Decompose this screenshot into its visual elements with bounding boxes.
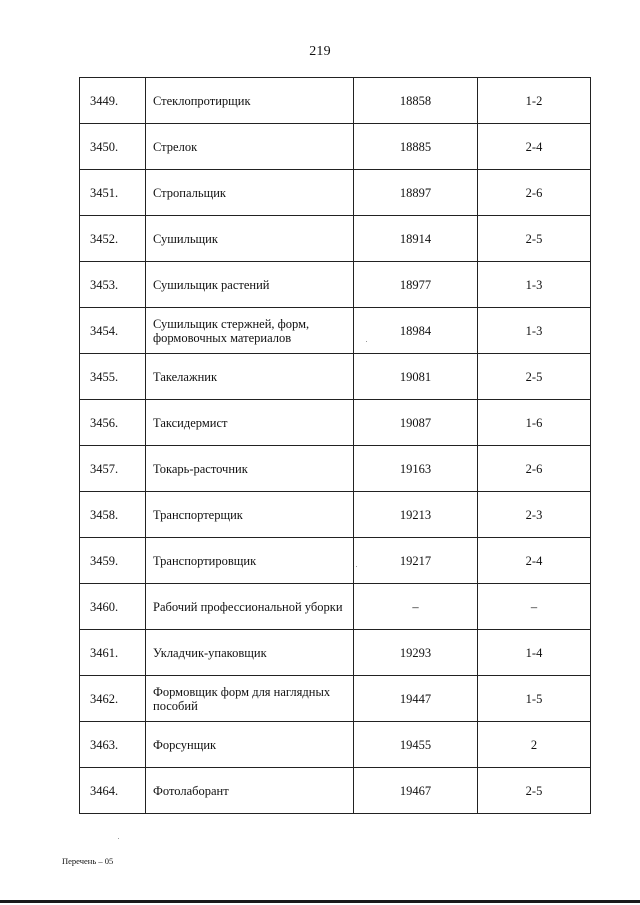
- grade-range-cell: 2-5: [478, 768, 591, 814]
- profession-name-cell: Таксидермист: [146, 400, 354, 446]
- profession-code-cell: 19163: [354, 446, 478, 492]
- profession-code-cell: 19087: [354, 400, 478, 446]
- grade-range-cell: 1-2: [478, 78, 591, 124]
- table-row: [80, 722, 591, 768]
- grade-range-cell: 2-3: [478, 492, 591, 538]
- row-number-cell: 3456.: [80, 400, 146, 446]
- profession-name-cell: Стрелок: [146, 124, 354, 170]
- row-number-cell: 3457.: [80, 446, 146, 492]
- profession-name-cell: [146, 676, 354, 722]
- row-number-cell: 3462.: [80, 676, 146, 722]
- row-number-cell: 3464.: [80, 768, 146, 814]
- profession-code-cell: 18885: [354, 124, 478, 170]
- scan-speck: [356, 566, 357, 567]
- row-number-cell: 3461.: [80, 630, 146, 676]
- profession-name-cell: Сушильщик: [146, 216, 354, 262]
- row-number-cell: 3453.: [80, 262, 146, 308]
- profession-name-cell: Токарь-расточник: [146, 446, 354, 492]
- table-row: [80, 78, 591, 124]
- scan-speck: [366, 341, 367, 342]
- grade-range-cell: 2-5: [478, 354, 591, 400]
- profession-code-cell: 18984: [354, 308, 478, 354]
- scan-speck: [118, 838, 119, 839]
- profession-code-cell: 19217: [354, 538, 478, 584]
- profession-code-cell: 19293: [354, 630, 478, 676]
- row-number-cell: 3455.: [80, 354, 146, 400]
- profession-name-line: Формовщик форм для наглядных: [153, 684, 331, 699]
- profession-code-cell: 18858: [354, 78, 478, 124]
- scan-edge-line: [0, 900, 640, 903]
- table-row: [80, 400, 591, 446]
- profession-code-cell: 18977: [354, 262, 478, 308]
- row-number-cell: 3458.: [80, 492, 146, 538]
- profession-name-cell: Транспортировщик: [146, 538, 354, 584]
- table-row: [80, 584, 591, 630]
- profession-name-cell: Сушильщик растений: [146, 262, 354, 308]
- profession-code-cell: 19455: [354, 722, 478, 768]
- table-row: [80, 446, 591, 492]
- grade-range-cell: 2: [478, 722, 591, 768]
- table-row: [80, 216, 591, 262]
- grade-range-cell: 1-3: [478, 262, 591, 308]
- table-row: [80, 308, 591, 354]
- profession-name-cell: Рабочий профессиональной уборки: [146, 584, 354, 630]
- row-number-cell: 3452.: [80, 216, 146, 262]
- profession-name-cell: Транспортерщик: [146, 492, 354, 538]
- grade-range-cell: 1-4: [478, 630, 591, 676]
- profession-name-cell: [146, 308, 354, 354]
- table-row: [80, 538, 591, 584]
- row-number-cell: 3459.: [80, 538, 146, 584]
- grade-range-cell: 1-3: [478, 308, 591, 354]
- profession-name-line: формовочных материалов: [153, 330, 292, 345]
- grade-range-cell: –: [478, 584, 591, 630]
- profession-name-cell: Укладчик-упаковщик: [146, 630, 354, 676]
- row-number-cell: 3451.: [80, 170, 146, 216]
- table-row: [80, 492, 591, 538]
- grade-range-cell: 2-4: [478, 124, 591, 170]
- row-number-cell: 3450.: [80, 124, 146, 170]
- row-number-cell: 3454.: [80, 308, 146, 354]
- profession-table: [79, 77, 591, 814]
- profession-code-cell: –: [354, 584, 478, 630]
- table-row: [80, 676, 591, 722]
- row-number-cell: 3463.: [80, 722, 146, 768]
- profession-code-cell: 19447: [354, 676, 478, 722]
- profession-name-line: пособий: [153, 698, 198, 713]
- table-row: [80, 354, 591, 400]
- table-row: [80, 768, 591, 814]
- profession-name-line: Сушильщик стержней, форм,: [153, 316, 310, 331]
- profession-code-cell: 18897: [354, 170, 478, 216]
- profession-name-cell: Форсунщик: [146, 722, 354, 768]
- grade-range-cell: 2-4: [478, 538, 591, 584]
- document-footer: Перечень – 05: [62, 856, 114, 866]
- profession-name-cell: Стеклопротирщик: [146, 78, 354, 124]
- row-number-cell: 3460.: [80, 584, 146, 630]
- profession-code-cell: 19213: [354, 492, 478, 538]
- profession-name-cell: Фотолаборант: [146, 768, 354, 814]
- profession-code-cell: 19081: [354, 354, 478, 400]
- table-row: [80, 262, 591, 308]
- profession-code-cell: 18914: [354, 216, 478, 262]
- profession-name-cell: Такелажник: [146, 354, 354, 400]
- table-row: [80, 124, 591, 170]
- profession-code-cell: 19467: [354, 768, 478, 814]
- grade-range-cell: 2-6: [478, 446, 591, 492]
- grade-range-cell: 1-5: [478, 676, 591, 722]
- table-row: [80, 170, 591, 216]
- grade-range-cell: 1-6: [478, 400, 591, 446]
- grade-range-cell: 2-5: [478, 216, 591, 262]
- profession-name-cell: Стропальщик: [146, 170, 354, 216]
- grade-range-cell: 2-6: [478, 170, 591, 216]
- page-number: 219: [309, 44, 331, 59]
- table-row: [80, 630, 591, 676]
- row-number-cell: 3449.: [80, 78, 146, 124]
